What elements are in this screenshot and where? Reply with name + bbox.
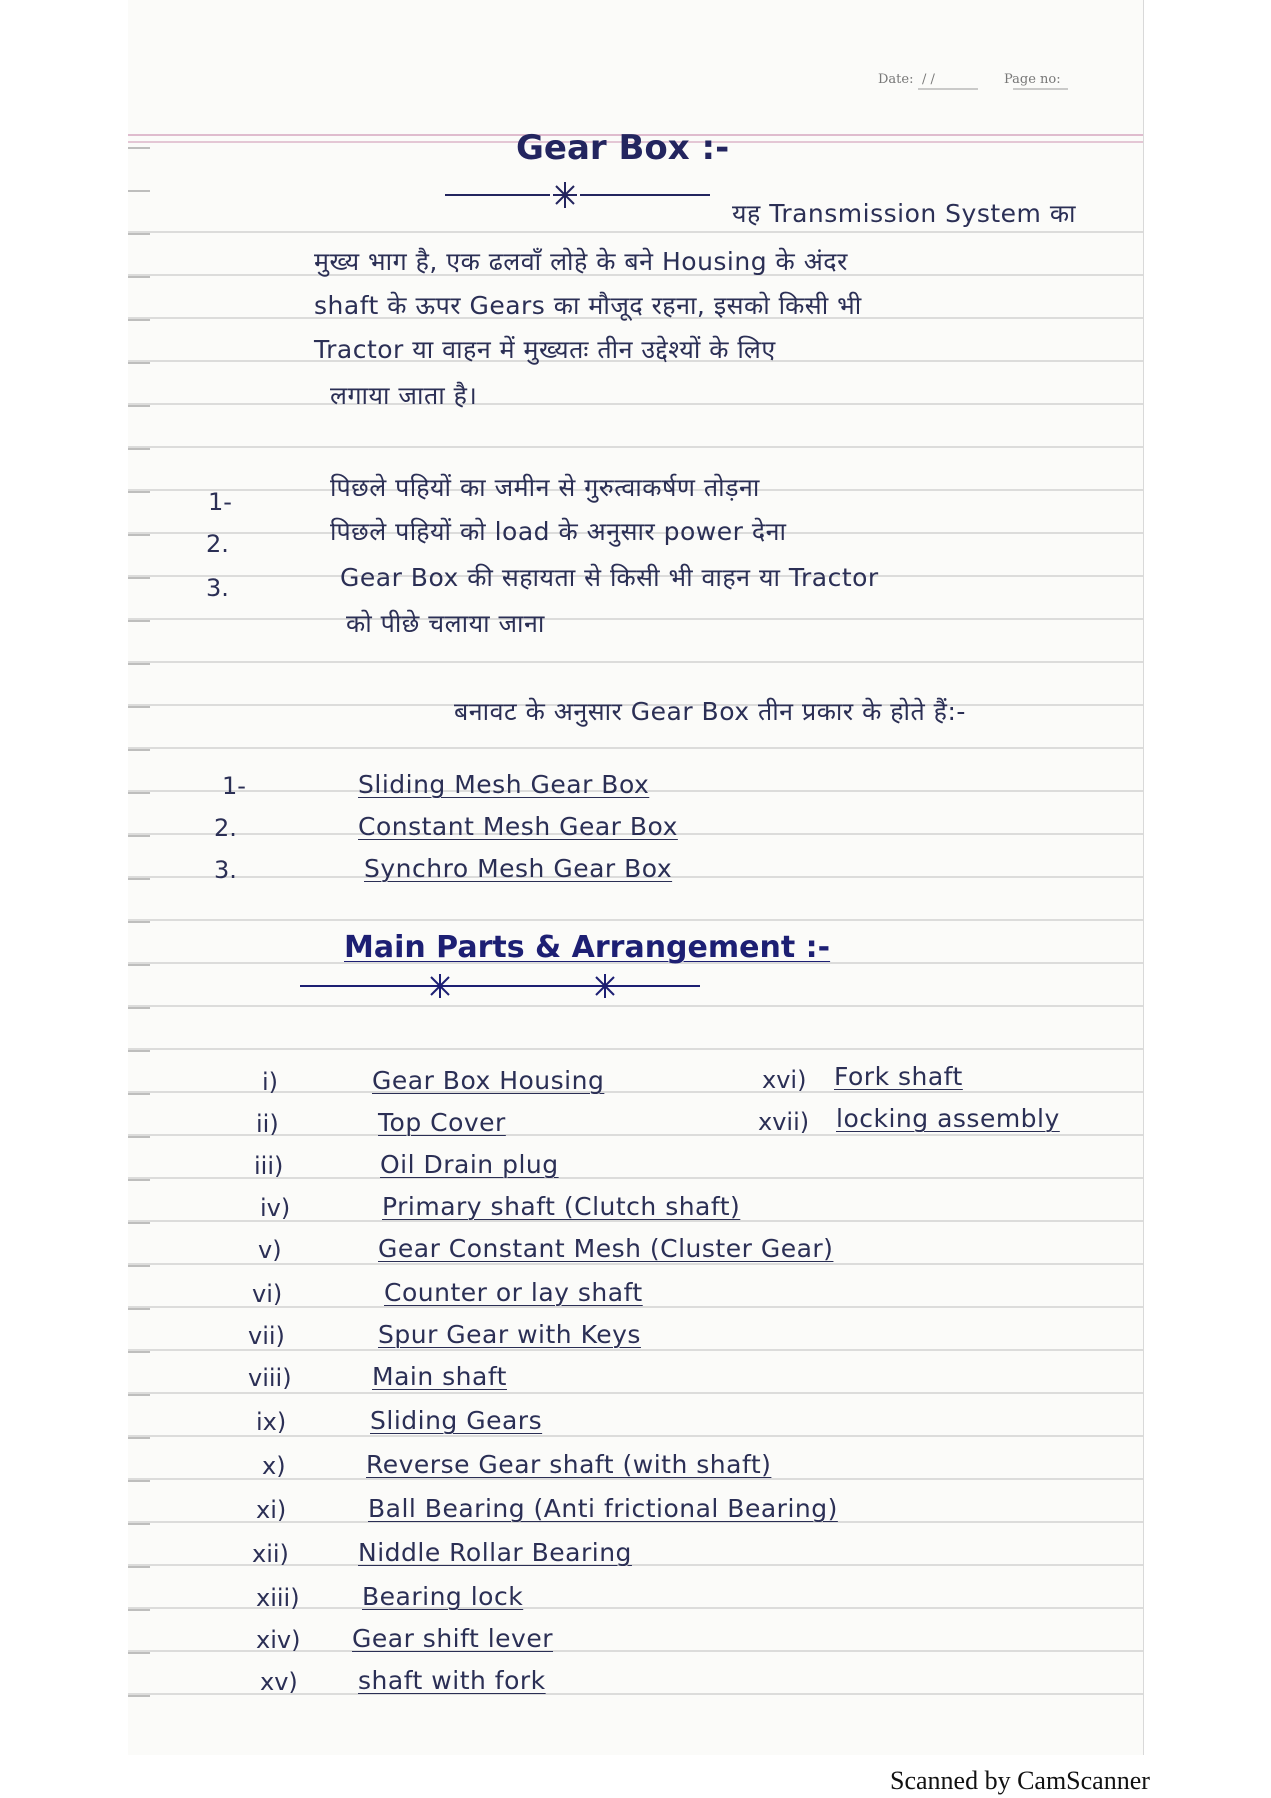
part-item: Counter or lay shaft — [384, 1278, 643, 1307]
part-number: x) — [262, 1452, 286, 1480]
part-item: Ball Bearing (Anti frictional Bearing) — [368, 1494, 838, 1523]
intro-line-1: यह Transmission System का — [732, 199, 1077, 228]
intro-line-2: मुख्य भाग है, एक ढलवाँ लोहे के बने Housing के अंदर — [314, 247, 848, 276]
part-item: locking assembly — [836, 1104, 1060, 1133]
part-number: xi) — [256, 1496, 287, 1524]
part-number: i) — [262, 1068, 279, 1096]
page-number-label: Page no: — [1004, 72, 1061, 87]
type-number: 1- — [222, 772, 246, 800]
title-ornament — [445, 178, 715, 208]
page-title: Gear Box :- — [516, 128, 730, 168]
date-value: / / — [922, 72, 935, 87]
intro-line-4: Tractor या वाहन में मुख्यतः तीन उद्देश्यों के लिए — [314, 335, 776, 364]
types-intro: बनावट के अनुसार Gear Box तीन प्रकार के होते हैं:- — [454, 697, 966, 726]
part-item: Oil Drain plug — [380, 1150, 559, 1179]
type-item: Constant Mesh Gear Box — [358, 812, 678, 841]
purpose-number: 1- — [208, 488, 232, 516]
part-number: ii) — [256, 1110, 279, 1138]
part-number: vi) — [252, 1280, 283, 1308]
type-number: 3. — [214, 856, 237, 884]
part-number: viii) — [248, 1364, 292, 1392]
part-item: shaft with fork — [358, 1666, 546, 1695]
type-item: Sliding Mesh Gear Box — [358, 770, 650, 799]
part-item: Spur Gear with Keys — [378, 1320, 641, 1349]
purpose-item: पिछले पहियों का जमीन से गुरुत्वाकर्षण तोड़ना — [330, 473, 760, 502]
part-item: Bearing lock — [362, 1582, 524, 1611]
part-number: ix) — [256, 1408, 287, 1436]
part-item: Gear shift lever — [352, 1624, 554, 1653]
part-number: iii) — [254, 1152, 284, 1180]
part-item: Sliding Gears — [370, 1406, 543, 1435]
part-number: xv) — [260, 1668, 298, 1696]
part-item: Gear Constant Mesh (Cluster Gear) — [378, 1234, 834, 1263]
purpose-number: 3. — [206, 574, 229, 602]
date-underline — [918, 86, 1068, 92]
part-item: Reverse Gear shaft (with shaft) — [366, 1450, 772, 1479]
purpose-item: पिछले पहियों को load के अनुसार power देना — [330, 517, 787, 546]
part-number: xvi) — [762, 1066, 807, 1094]
scanner-watermark: Scanned by CamScanner — [890, 1766, 1150, 1795]
part-number: xvii) — [758, 1108, 810, 1136]
part-item: Fork shaft — [834, 1062, 963, 1091]
intro-line-5: लगाया जाता है। — [330, 381, 478, 410]
part-number: xiv) — [256, 1626, 301, 1654]
part-number: v) — [258, 1236, 282, 1264]
margin-binding-marks — [128, 0, 168, 1755]
type-item: Synchro Mesh Gear Box — [364, 854, 673, 883]
part-number: iv) — [260, 1194, 291, 1222]
purpose-number: 2. — [206, 530, 229, 558]
part-item: Niddle Rollar Bearing — [358, 1538, 632, 1567]
part-number: xiii) — [256, 1584, 300, 1612]
purpose-item-continued: को पीछे चलाया जाना — [346, 609, 545, 638]
parts-heading: Main Parts & Arrangement :- — [344, 930, 831, 965]
part-number: vii) — [248, 1322, 285, 1350]
part-item: Top Cover — [378, 1108, 506, 1137]
part-item: Main shaft — [372, 1362, 507, 1391]
intro-line-3: shaft के ऊपर Gears का मौजूद रहना, इसको किसी भी — [314, 291, 862, 320]
part-item: Gear Box Housing — [372, 1066, 605, 1095]
parts-heading-ornament — [300, 968, 750, 1004]
part-item: Primary shaft (Clutch shaft) — [382, 1192, 741, 1221]
type-number: 2. — [214, 814, 237, 842]
part-number: xii) — [252, 1540, 289, 1568]
date-label: Date: — [878, 72, 914, 87]
purpose-item: Gear Box की सहायता से किसी भी वाहन या Tractor — [340, 563, 879, 592]
